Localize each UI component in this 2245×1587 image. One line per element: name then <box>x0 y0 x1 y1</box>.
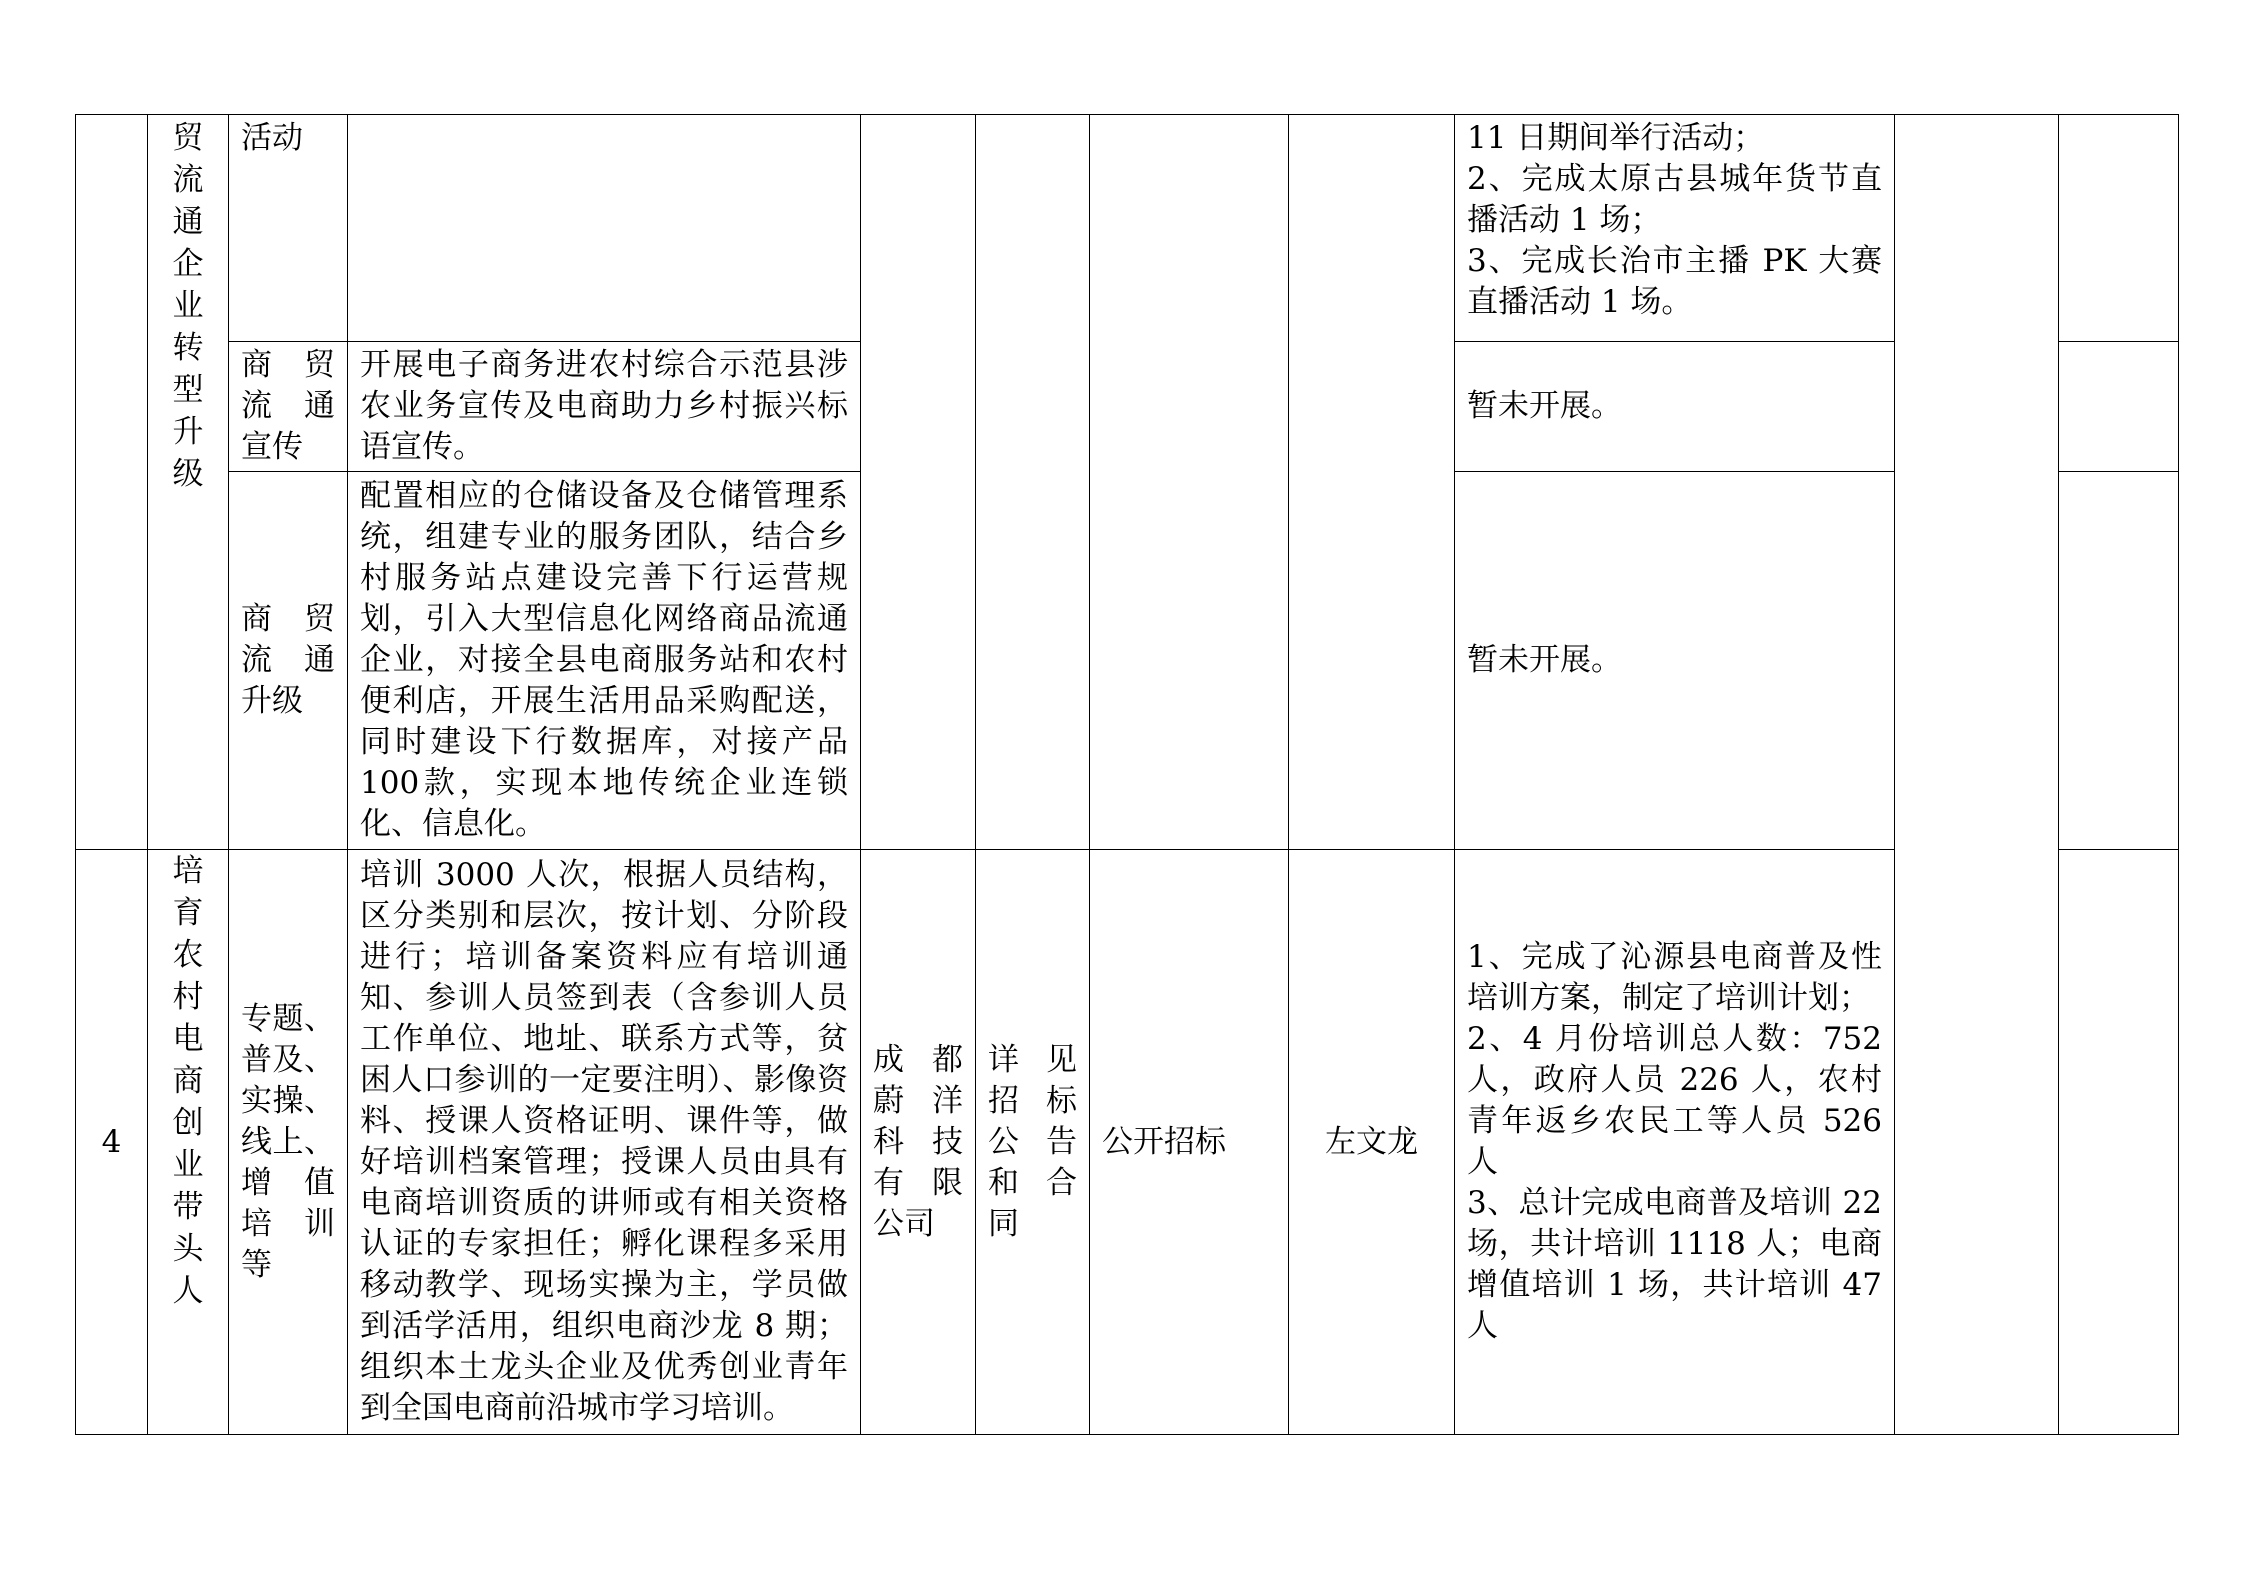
sub-item-text: 活动 <box>241 120 303 156</box>
content-text: 配置相应的仓储设备及仓储管理系统，组建专业的服务团队，结合乡村服务站点建设完善下行运营规划，引入大型信息化网络商品流通企业，对接全县电商服务站和农村便利店，开展生活用品采购配送，同时建设下行数据库，对接产品100款，实现本地传统企业连锁化、信息化。 <box>360 478 848 842</box>
progress-cell: 1、完成了沁源县电商普及性培训方案，制定了培训计划； 2、4 月份培训总人数：752 人，政府人员 226 人，农村青年返乡农民工等人员 526 人 3、总计完成电商普及培训 22 场，共计培训 1118 人；电商增值培训 1 场，共计培训 47 人 <box>1455 850 1895 1435</box>
extra-cell <box>2059 342 2179 472</box>
content-cell <box>348 115 861 342</box>
extra-cell <box>2059 115 2179 342</box>
sub-item-cell <box>229 115 348 342</box>
project-table <box>75 114 2179 1435</box>
progress-cell <box>1455 342 1895 472</box>
company-cell <box>861 850 976 1435</box>
person-cell <box>1289 115 1455 850</box>
progress-text: 暂未开展。 <box>1467 388 1622 424</box>
company-text: 成 都蔚 洋科 技有 限公司 <box>873 1041 963 1242</box>
person-text: 左文龙 <box>1325 1123 1418 1160</box>
company-cell <box>861 115 976 850</box>
category-text: 贸流通企业转型升级 <box>172 120 204 492</box>
person-cell <box>1289 850 1455 1435</box>
contract-text: 详 见招 标公 告和 合同 <box>988 1041 1077 1242</box>
content-cell <box>348 850 861 1435</box>
category-cell <box>148 850 229 1435</box>
progress-cell <box>1455 472 1895 850</box>
row-number: 4 <box>101 1123 122 1160</box>
extra-cell <box>2059 850 2179 1435</box>
contract-cell <box>976 850 1090 1435</box>
sub-item-text: 专题、普及、实操、线上、增 值培 训等 <box>241 1000 335 1283</box>
content-text: 开展电子商务进农村综合示范县涉农业务宣传及电商助力乡村振兴标语宣传。 <box>360 347 848 465</box>
content-text: 培训 3000 人次，根据人员结构，区分类别和层次，按计划、分阶段进行；培训备案资料应有培训通知、参训人员签到表（含参训人员工作单位、地址、联系方式等，贫困人口参训的一定要注明）、影像资料、授课人资格证明、课件等，做好培训档案管理；授课人员由具有电商培训资质的讲师或有相关资格认证的专家担任；孵化课程多采用移动教学、现场实操为主，学员做到活学活用，组织电商沙龙 8 期；组织本土龙头企业及优秀创业青年到全国电商前沿城市学习培训。 <box>360 857 848 1426</box>
method-text: 公开招标 <box>1102 1123 1226 1160</box>
method-cell <box>1090 850 1289 1435</box>
row-number-cell <box>76 115 148 850</box>
remark-cell <box>1895 115 2059 1435</box>
contract-cell <box>976 115 1090 850</box>
sub-item-cell <box>229 850 348 1435</box>
row-number-cell <box>76 850 148 1435</box>
sub-item-cell <box>229 342 348 472</box>
progress-cell: 11 日期间举行活动； 2、完成太原古县城年货节直播活动 1 场； 3、完成长治市主播 PK 大赛直播活动 1 场。 <box>1455 115 1895 342</box>
category-text: 培育农村电商创业带头人 <box>172 853 204 1309</box>
extra-cell <box>2059 472 2179 850</box>
sub-item-text: 商 贸流 通宣传 <box>241 347 335 465</box>
progress-text: 暂未开展。 <box>1467 642 1622 678</box>
sub-item-cell <box>229 472 348 850</box>
content-cell <box>348 342 861 472</box>
method-cell <box>1090 115 1289 850</box>
table-row <box>76 850 2179 1435</box>
table-row <box>76 115 2179 342</box>
category-cell <box>148 115 229 850</box>
sub-item-text: 商 贸流 通升级 <box>241 601 335 719</box>
content-cell <box>348 472 861 850</box>
